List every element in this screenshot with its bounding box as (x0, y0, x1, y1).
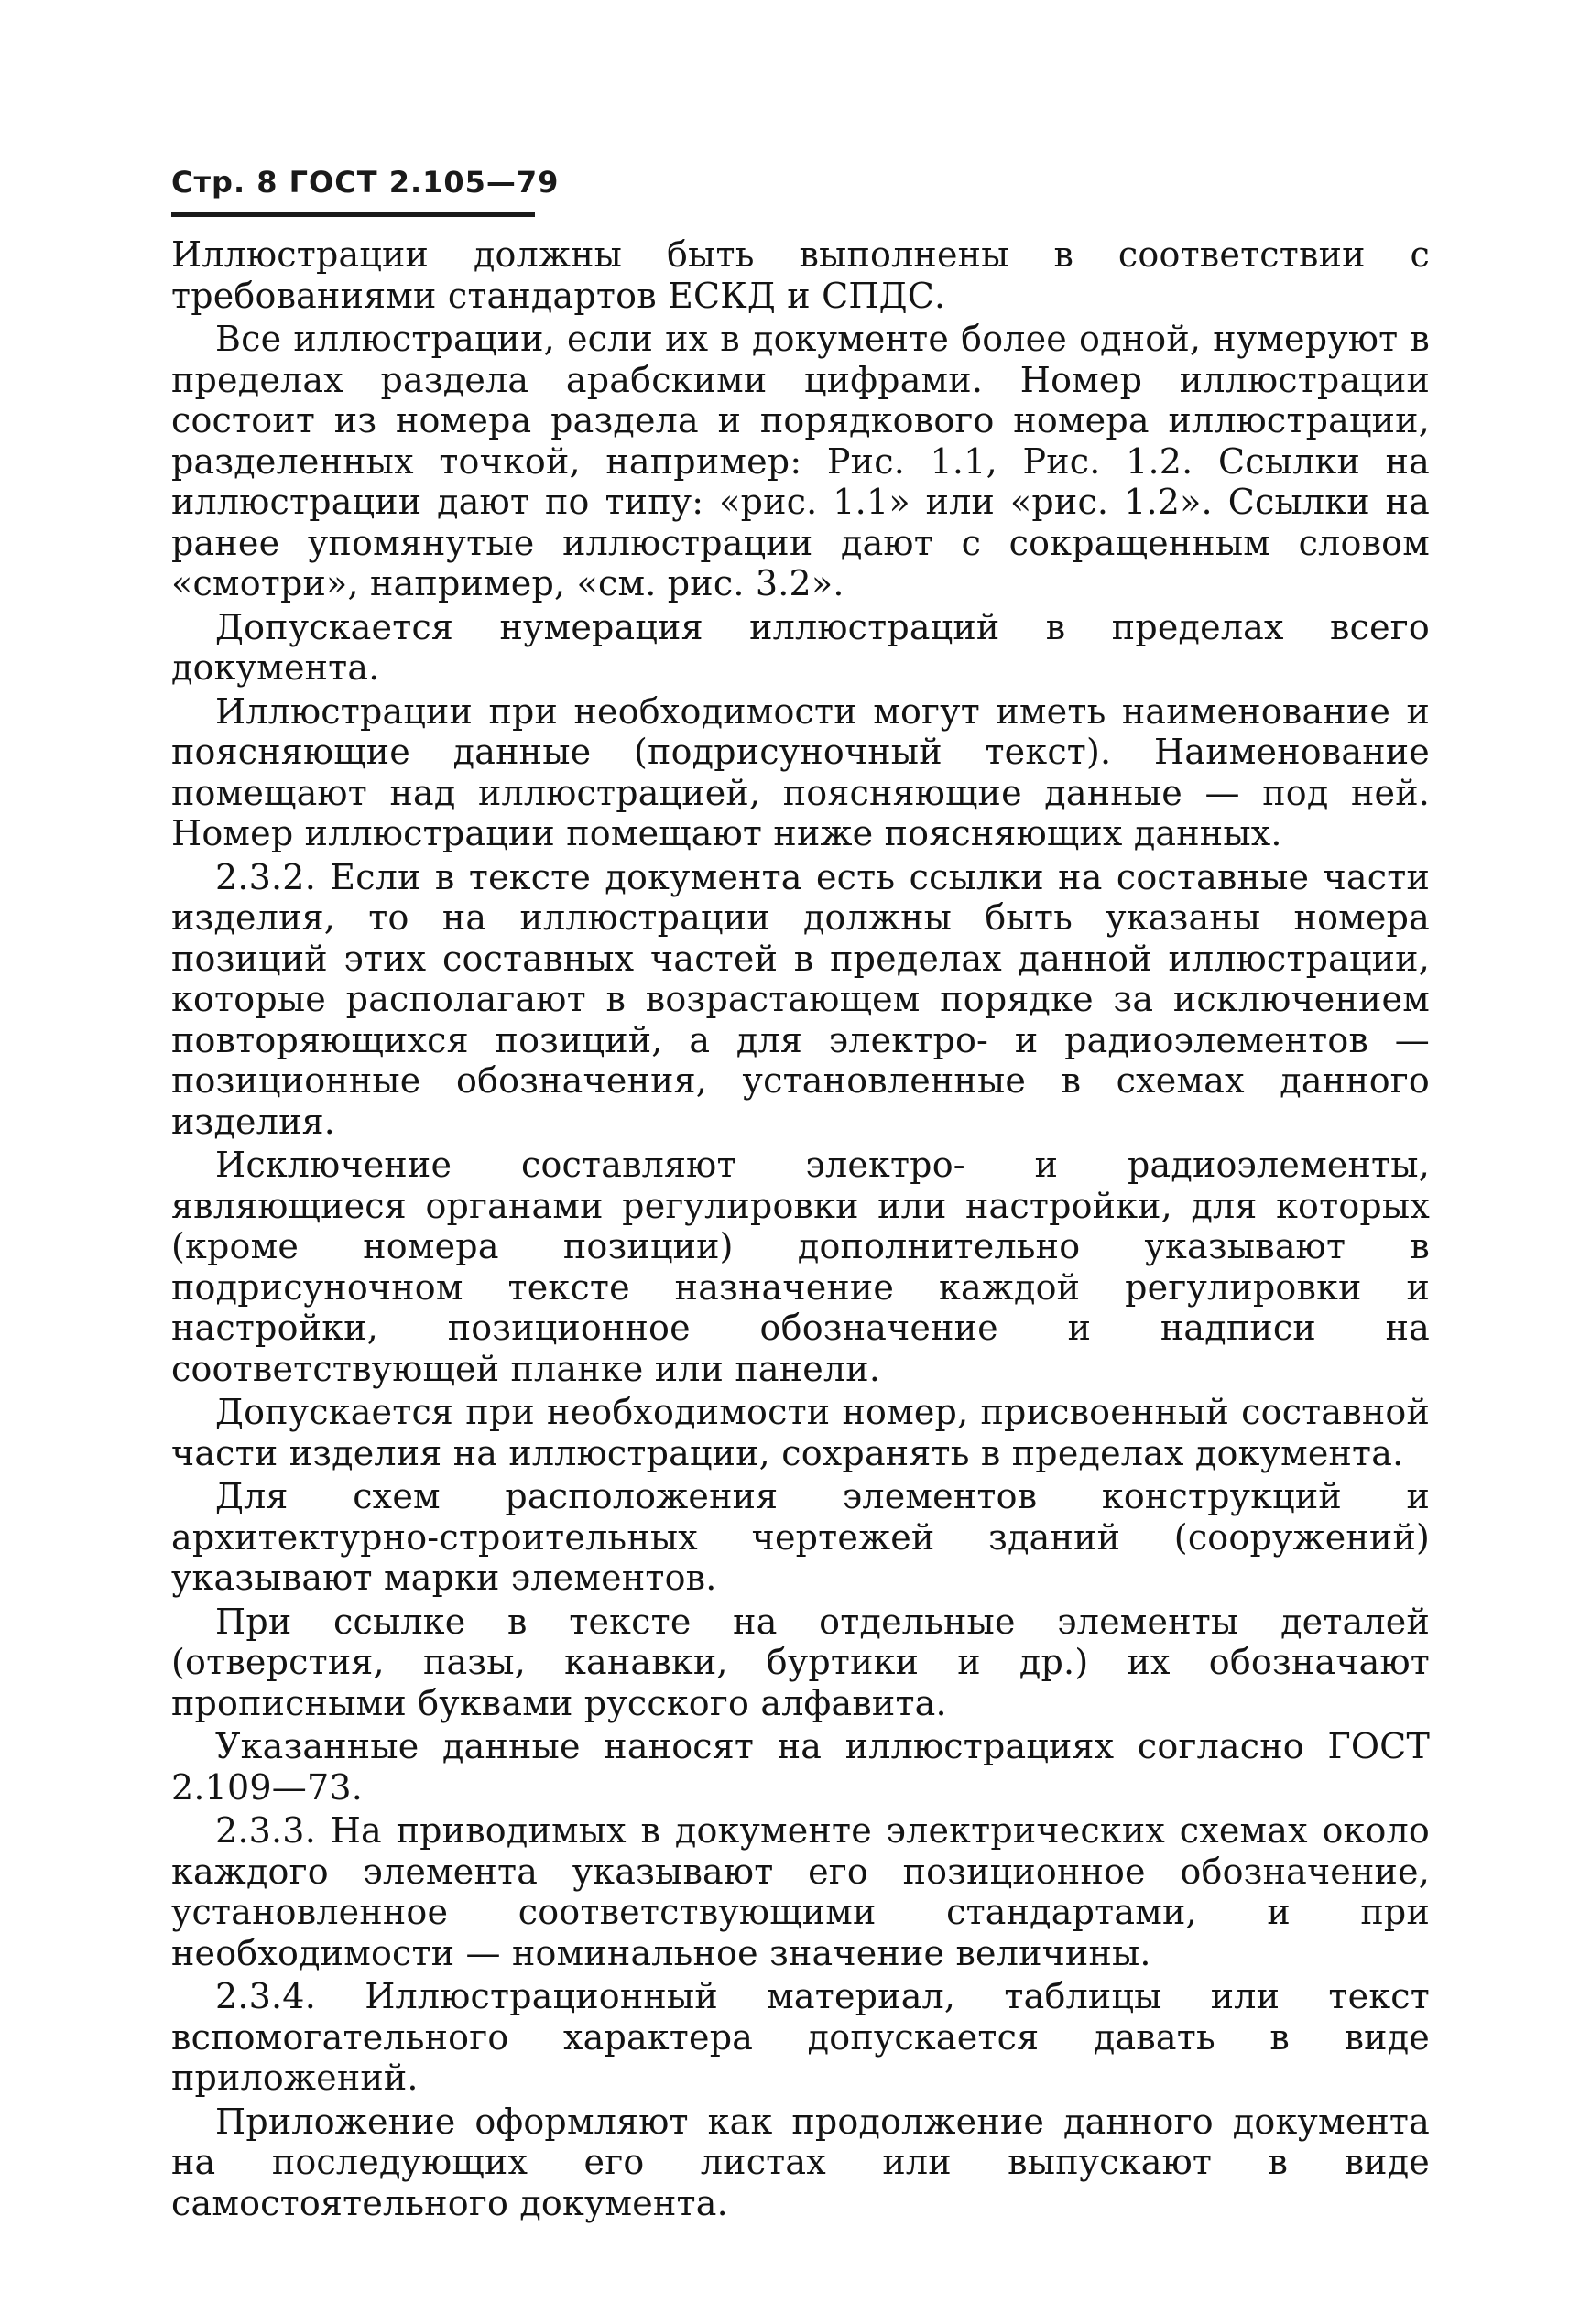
paragraph: Допускается при необходимости номер, присвоенный составной части изделия на иллюстрации, сохранять в пределах документа. (171, 1392, 1430, 1473)
paragraph: Приложение оформляют как продолжение данного документа на последующих его листах или выпускают в виде самостоятельного документа. (171, 2101, 1430, 2223)
paragraph: Иллюстрации должны быть выполнены в соответствии с требованиями стандартов ЕСКД и СПДС. (171, 234, 1430, 316)
paragraph: 2.3.3. На приводимых в документе электрических схемах около каждого элемента указывают его позиционное обозначение, установленное соответствующими стандартами, и при необходимости — номинальное значение величины. (171, 1810, 1430, 1973)
header-rule (171, 212, 535, 217)
paragraph: 2.3.2. Если в тексте документа есть ссылки на составные части изделия, то на иллюстрации должны быть указаны номера позиций этих составных частей в пределах данной иллюстрации, которые располагают в возрастающем порядке за исключением повторяющихся позиций, а для электро- и радиоэлементов — позиционные обозначения, установленные в схемах данного изделия. (171, 856, 1430, 1142)
body-text (171, 234, 1430, 2226)
paragraph: Все иллюстрации, если их в документе более одной, нумеруют в пределах раздела арабскими цифрами. Номер иллюстрации состоит из номера раздела и порядкового номера иллюстрации, разделенных точкой, например: Рис. 1.1, Рис. 1.2. Ссылки на иллюстрации дают по типу: «рис. 1.1» или «рис. 1.2». Ссылки на ранее упомянутые иллюстрации дают с сокращенным словом «смотри», например, «см. рис. 3.2». (171, 319, 1430, 603)
paragraph: Иллюстрации при необходимости могут иметь наименование и поясняющие данные (подрисуночный текст). Наименование помещают над иллюстрацией, поясняющие данные — под ней. Номер иллюстрации помещают ниже поясняющих данных. (171, 690, 1430, 853)
paragraph: Для схем расположения элементов конструкций и архитектурно-строительных чертежей зданий (сооружений) указывают марки элементов. (171, 1476, 1430, 1598)
paragraph: 2.3.4. Иллюстрационный материал, таблицы или текст вспомогательного характера допускается давать в виде приложений. (171, 1976, 1430, 2098)
paragraph: При ссылке в тексте на отдельные элементы деталей (отверстия, пазы, канавки, буртики и др.) их обозначают прописными буквами русского алфавита. (171, 1601, 1430, 1723)
page-header: Стр. 8 ГОСТ 2.105—79 (171, 165, 560, 200)
paragraph: Указанные данные наносят на иллюстрациях согласно ГОСТ 2.109—73. (171, 1726, 1430, 1808)
paragraph: Исключение составляют электро- и радиоэлементы, являющиеся органами регулировки или настройки, для которых (кроме номера позиции) дополнительно указывают в подрисуночном тексте назначение каждой регулировки и настройки, позиционное обозначение и надписи на соответствующей планке или панели. (171, 1145, 1430, 1389)
paragraph: Допускается нумерация иллюстраций в пределах всего документа. (171, 606, 1430, 688)
